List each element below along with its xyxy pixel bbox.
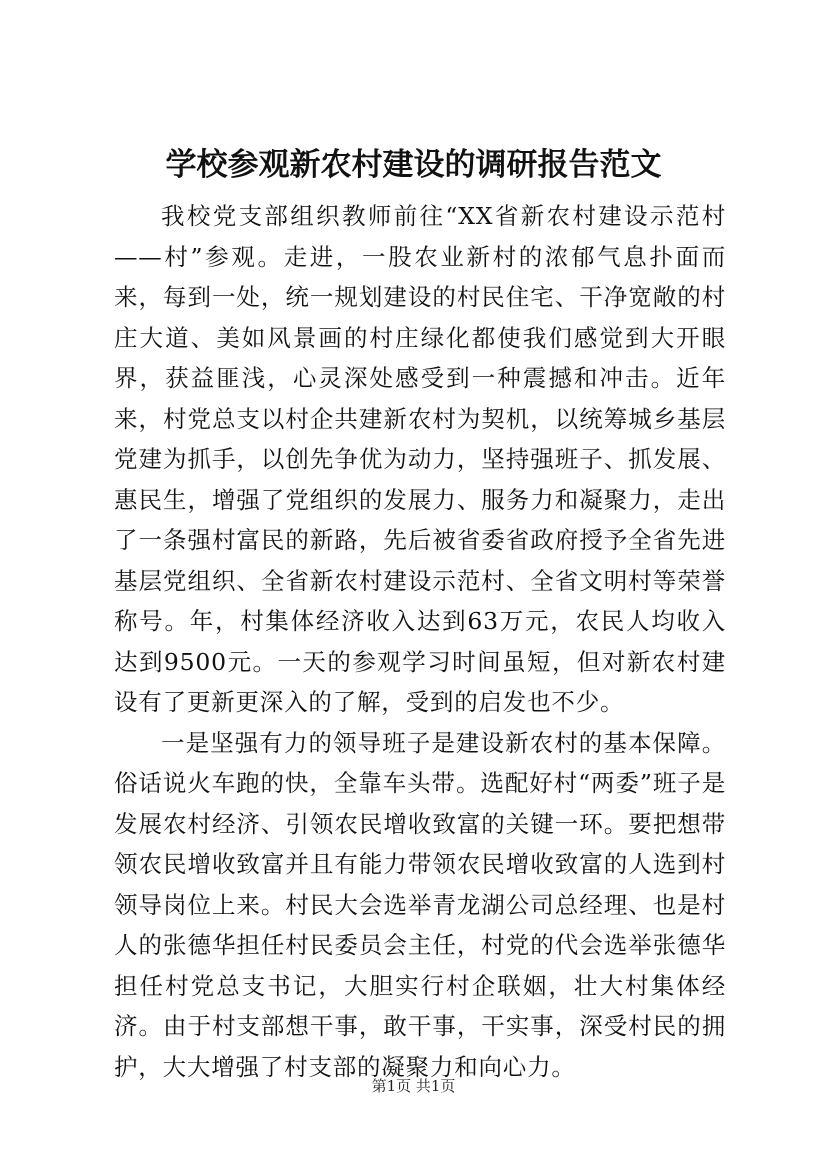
paragraph-leadership: 一是坚强有力的领导班子是建设新农村的基本保障。俗话说火车跑的快，全靠车头带。选配好村“两委”班子是发展农村经济、引领农民增收致富的关键一环。要把想带领农民增收致富并且有能力带领农民增收致富的人选到村领导岗位上来。村民大会选举青龙湖公司总经理、也是村人的张德华担任村民委员会主任，村党的代会选举张德华担任村党总支书记，大胆实行村企联姻，壮大村集体经济。由于村支部想干事，敢干事，干实事，深受村民的拥护，大大增强了村支部的凝聚力和向心力。 xyxy=(114,728,726,1081)
document-title: 学校参观新农村建设的调研报告范文 xyxy=(165,147,662,183)
page-footer: 第1页 共1页 xyxy=(371,1077,456,1095)
paragraph-intro: 我校党支部组织教师前往“XX省新农村建设示范村——村”参观。走进，一股农业新村的浓郁气息扑面而来，每到一处，统一规划建设的村民住宅、干净宽敞的村庄大道、美如风景画的村庄绿化都使我们感觉到大开眼界，获益匪浅，心灵深处感受到一种震撼和冲击。近年来，村党总支以村企共建新农村为契机，以统筹城乡基层党建为抓手，以创先争优为动力，坚持强班子、抓发展、惠民生，增强了党组织的发展力、服务力和凝聚力，走出了一条强村富民的新路，先后被省委省政府授予全省先进基层党组织、全省新农村建设示范村、全省文明村等荣誉称号。年，村集体经济收入达到63万元，农民人均收入达到9500元。一天的参观学习时间虽短，但对新农村建设有了更新更深入的了解，受到的启发也不少。 xyxy=(114,202,726,716)
document-body xyxy=(114,196,726,1087)
